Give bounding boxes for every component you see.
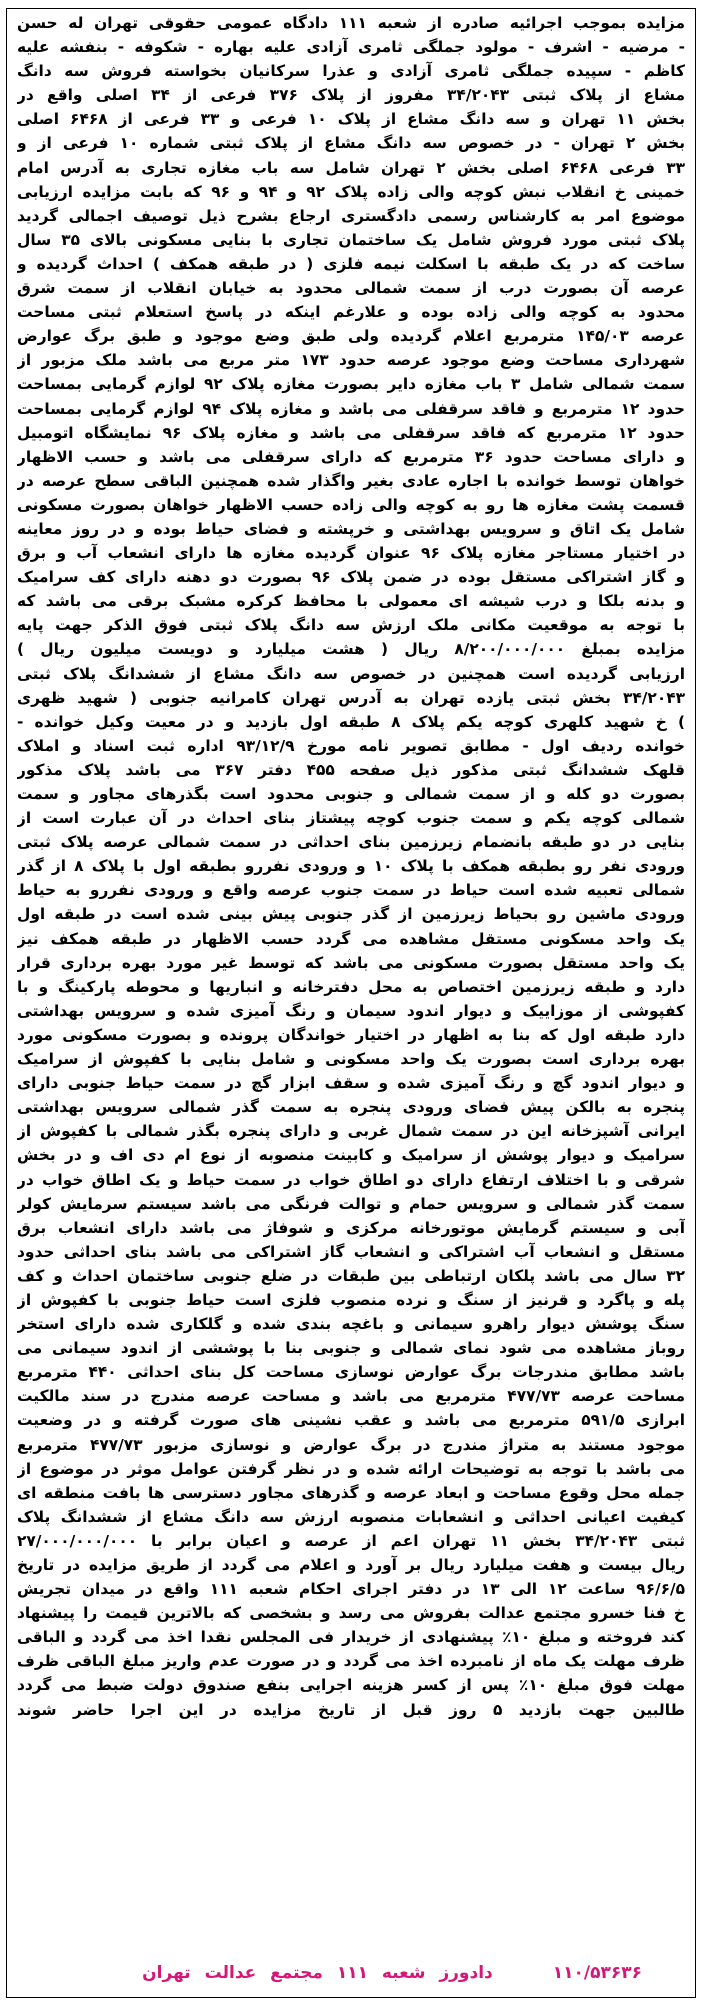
notice-line: ) خ شهید کلهری کوچه یکم پلاک ۸ طبقه اول بازدید و در معیت وکیل خوانده - — [17, 712, 685, 731]
notice-line: می باشد با توجه به توضیحات ارائه شده و در نظر گرفتن عوامل موثر در موضوع از — [17, 1459, 685, 1478]
notice-line: - مرضیه - اشرف - مولود جملگی ثامری آزادی علیه بهاره - شکوفه - بنفشه علیه — [17, 38, 685, 57]
notice-line: کند فروخته و مبلغ ۱۰٪ پیشنهادی از خریدار فی المجلس نقدا اخذ می گردد و الباقی — [17, 1628, 685, 1647]
notice-line: ابرازی ۵۹۱/۵ مترمربع می باشد و عقب نشینی های صورت گرفته و در وضعیت — [17, 1411, 685, 1430]
notice-line: مساحت عرصه ۴۷۷/۷۳ مترمربع می باشد و مساحت عرصه مندرج در سند مالکیت — [17, 1387, 685, 1406]
notice-line: دارد طبقه اول که بنا به اظهار در اختیار خواندگان پرونده و بصورت مسکونی مورد — [17, 1025, 685, 1044]
notice-code: ۱۱۰/۵۳۶۳۶ — [552, 1963, 642, 1983]
notice-line: بنایی در دو طبقه بانضمام زیرزمین بنای احداثی در سمت شمالی عرصه پلاک ثبتی — [17, 833, 685, 852]
notice-line: ظرف مهلت یک ماه از نامبرده اخذ می گردد و در صورت عدم واریز مبلغ الباقی ظرف — [17, 1652, 685, 1671]
notice-line: خ فنا خسرو مجتمع عدالت بفروش می رسد و بشخصی که بالاترین قیمت را پیشنهاد — [17, 1604, 685, 1623]
notice-line: باشد مطابق مندرجات برگ عوارض نوسازی مساحت کل بنای احداثی ۴۴۰ مترمربع — [17, 1363, 685, 1382]
notice-line: و دارای مساحت حدود ۳۶ مترمربع که دارای سرقفلی می باشد و حسب الاظهار — [17, 447, 685, 466]
notice-line: مشاع از پلاک ثبتی ۳۴/۲۰۴۳ مفروز از پلاک ۳۷۶ فرعی از ۳۴ اصلی واقع در — [17, 86, 685, 105]
notice-line: کیفیت اعیانی احداثی و انشعابات منصوبه ارزش سه دانگ مشاع از ششدانگ پلاک — [17, 1507, 685, 1526]
notice-line: شمالی تعبیه شده است حیاط در سمت جنوب عرصه واقع و ورودی نفررو به حیاط — [17, 881, 685, 900]
notice-line: حدود ۱۲ مترمربع و فاقد سرقفلی می باشد و مغازه پلاک ۹۴ لوازم گرمایی بمساحت — [17, 399, 685, 418]
notice-line: جمله محل وقوع مساحت و ابعاد عرصه و گذرهای مجاور دسترسی ها بافت منطقه ای — [17, 1483, 685, 1502]
notice-line: شرقی و با اختلاف ارتفاع دارای دو اطاق خواب در سمت حیاط و یک اطاق خواب در — [17, 1170, 685, 1189]
court-signature: دادورز شعبه ۱۱۱ مجتمع عدالت تهران — [142, 1963, 493, 1983]
notice-line: مهلت فوق مبلغ ۱۰٪ پس از کسر هزینه اجرایی بنفع صندوق دولت ضبط می گردد — [17, 1676, 685, 1695]
notice-line: مزایده بمبلغ ۸/۲۰۰/۰۰۰/۰۰۰ ریال ( هشت میلیارد و دویست میلیون ریال ) — [17, 640, 685, 659]
notice-line: روباز مشاهده می شود نمای شمالی و جنوبی بنا با پوششی از اندود سیمانی می — [17, 1339, 685, 1358]
notice-line: طالبین جهت بازدید ۵ روز قبل از تاریخ مزایده در این اجرا حاضر شوند — [17, 1700, 685, 1719]
notice-body-text — [17, 9, 685, 1722]
notice-line: ارزیابی گردیده است همچنین در خصوص سه دانگ مشاع از ششدانگ پلاک ثبتی — [17, 664, 685, 683]
notice-line: سنگ پوشش دیوار راهرو سیمانی و باغچه بندی شده و گلکاری شده دارای استخر — [17, 1315, 685, 1334]
notice-line: در اختیار مستاجر مغازه پلاک ۹۶ عنوان گردیده مغازه ها دارای انشعاب آب و برق — [17, 544, 685, 563]
notice-line: موجود مستند به متراژ مندرج در برگ عوارض و نوسازی مزبور ۴۷۷/۷۳ مترمربع — [17, 1435, 685, 1454]
notice-line: عرصه آن بصورت درب از سمت شمالی محدود به خیابان انقلاب از سمت شرق — [17, 279, 685, 298]
notice-line: خواهان توسط خوانده با اجاره عادی بغیر واگذار شده همچنین الباقی سطح عرصه در — [17, 471, 685, 490]
notice-footer — [10, 1958, 692, 1988]
notice-line: ساخت که در یک طبقه با اسکلت نیمه فلزی ( در طبقه همکف ) احداث گردیده و — [17, 254, 685, 273]
notice-line: شهرداری مساحت وضع موجود عرصه حدود ۱۷۳ متر مربع می باشد ملک مزبور از — [17, 351, 685, 370]
notice-line: خمینی خ انقلاب نبش کوچه والی زاده پلاک ۹۲ و ۹۴ و ۹۶ که بابت مزایده ارزیابی — [17, 182, 685, 201]
notice-line: مزایده بموجب اجرائیه صادره از شعبه ۱۱۱ دادگاه عمومی حقوقی تهران له حسن — [17, 14, 685, 32]
notice-line: ۳۳ فرعی ۶۴۶۸ اصلی بخش ۲ تهران شامل سه باب مغازه تجاری به آدرس امام — [17, 158, 685, 177]
notice-line: ۳۴/۲۰۴۳ بخش ثبتی یازده تهران به آدرس تهران کامرانیه جنوبی ( شهید ظهری — [17, 688, 685, 707]
notice-line: ورودی ماشین رو بحیاط زیرزمین از گذر جنوبی پیش بینی شده است در طبقه اول — [17, 905, 685, 924]
notice-line: ۹۶/۶/۵ ساعت ۱۲ الی ۱۳ در دفتر اجرای احکام شعبه ۱۱۱ واقع در میدان تجریش — [17, 1580, 685, 1599]
notice-line: موضوع امر به کارشناس رسمی دادگستری ارجاع بشرح ذیل توصیف اجمالی گردید — [17, 206, 685, 225]
notice-line: دارد و طبقه زیرزمین اختصاص به محل دفترخانه و انباریها و محوطه پارکینگ و با — [17, 977, 685, 996]
notice-line: آبی و سیستم گرمایش موتورخانه مرکزی و شوفاژ می باشد دارای انشعاب برق — [17, 1218, 685, 1237]
notice-line: پلاک ثبتی مورد فروش شامل یک ساختمان تجاری با بنایی مسکونی بالای ۳۵ سال — [17, 230, 685, 249]
notice-line: حدود ۱۲ مترمربع که فاقد سرقفلی می باشد و مغازه پلاک ۹۶ نمایشگاه اتومبیل — [17, 423, 685, 442]
notice-line: سرامیک و دیوار پوشش از سرامیک و کابینت منصوبه از نوع ام دی اف و در بخش — [17, 1146, 685, 1165]
notice-line: قسمت پشت مغازه ها رو به کوچه والی زاده حسب الاظهار خواهان بصورت مسکونی — [17, 495, 685, 514]
notice-line: عرصه ۱۴۵/۰۳ مترمربع اعلام گردیده ولی طبق وضع موجود و طبق برگ عوارض — [17, 327, 685, 346]
notice-line: بخش ۲ تهران - در خصوص سه دانگ مشاع از پلاک ثبتی شماره ۱۰ فرعی از و — [17, 134, 685, 153]
notice-line: ورودی نفر رو بطبقه همکف با پلاک ۱۰ و ورودی نفررو بطبقه اول با پلاک ۸ از گذر — [17, 857, 685, 876]
notice-line: یک واحد مسکونی مستقل مشاهده می گردد حسب الاظهار در طبقه همکف نیز — [17, 929, 685, 948]
notice-line: ثبتی ۳۴/۲۰۴۳ بخش ۱۱ تهران اعم از عرصه و اعیان برابر با ۲۷/۰۰۰/۰۰۰/۰۰۰ — [17, 1531, 685, 1550]
notice-line: خوانده ردیف اول - مطابق تصویر نامه مورخ ۹۳/۱۲/۹ اداره ثبت اسناد و املاک — [17, 736, 685, 755]
notice-line: ایرانی آشپزخانه این در سمت شمال غربی و دارای پنجره بگذر شمالی با کفپوش از — [17, 1122, 685, 1141]
notice-line: پنجره به بالکن پیش فضای ورودی پنجره به سمت گذر شمالی سرویس بهداشتی — [17, 1098, 685, 1117]
notice-line: و گاز اشتراکی مستقل بوده در ضمن پلاک ۹۶ بصورت دو دهنه دارای کف سرامیک — [17, 568, 685, 587]
auction-notice — [6, 8, 696, 1998]
notice-line: شامل یک اتاق و سرویس بهداشتی و خرپشته و فضای حیاط بوده و در روز معاینه — [17, 519, 685, 538]
notice-line: کاظم - سپیده جملگی ثامری آزادی و عذرا سرکانیان بخواسته فروش سه دانگ — [17, 62, 685, 81]
notice-line: ریال بیست و هفت میلیارد ریال بر آورد و اعلام می گردد از طریق مزایده در تاریخ — [17, 1556, 685, 1574]
notice-line: پله و پاگرد و قرنیز از سنگ و نرده منصوب فلزی است حیاط جنوبی با کفپوش از — [17, 1290, 685, 1309]
notice-line: و بدنه بلکا و درب شیشه ای معمولی با محافظ کرکره مشبک برقی می باشد که — [17, 592, 685, 611]
notice-line: سمت شمالی شامل ۳ باب مغازه دایر بصورت مغازه پلاک ۹۲ لوازم گرمایی بمساحت — [17, 375, 685, 394]
notice-line: بخش ۱۱ تهران و سه دانگ مشاع از پلاک ۱۰ فرعی و ۳۳ فرعی از ۶۴۶۸ اصلی — [17, 110, 685, 129]
notice-line: قلهک ششدانگ ثبتی مذکور ذیل صفحه ۴۵۵ دفتر ۳۶۷ می باشد پلاک مذکور — [17, 760, 685, 779]
notice-line: محدود به کوچه والی زاده بوده و علارغم اینکه در پاسخ استعلام ثبتی مساحت — [17, 303, 685, 322]
notice-line: ۳۲ سال می باشد پلکان ارتباطی بین طبقات در ضلع جنوبی ساختمان احداث و کف — [17, 1266, 685, 1285]
notice-line: یک واحد مستقل بصورت مسکونی می باشد که توسط غیر مورد بهره برداری قرار — [17, 953, 685, 972]
notice-line: بصورت دو کله و از سمت شمالی و جنوبی محدود است بگذرهای مجاور و سمت — [17, 785, 685, 803]
notice-line: سمت گذر شمالی و سرویس حمام و توالت فرنگی می باشد سیستم سرمایش کولر — [17, 1194, 685, 1213]
notice-line: و دیوار اندود گچ و رنگ آمیزی شده و سقف ابزار گچ در سمت حیاط جنوبی دارای — [17, 1074, 685, 1093]
notice-line: شمالی کوچه یکم و سمت جنوب کوچه پیشتاز بنای احداث در آن عبارت است از — [17, 809, 685, 828]
notice-line: با توجه به موقعیت مکانی ملک ارزش سه دانگ پلاک ثبتی فوق الذکر جهت پایه — [17, 616, 685, 635]
notice-line: کفپوشی از موزاییک و دیوار اندود سیمان و رنگ آمیزی شده و سرویس بهداشتی — [17, 1001, 685, 1020]
notice-line: بهره برداری است بصورت یک واحد مسکونی و شامل بنایی با کفپوش از سرامیک — [17, 1050, 685, 1069]
notice-line: مستقل و انشعاب آب اشتراکی و انشعاب گاز اشتراکی می باشد بنای احداثی حدود — [17, 1242, 685, 1261]
